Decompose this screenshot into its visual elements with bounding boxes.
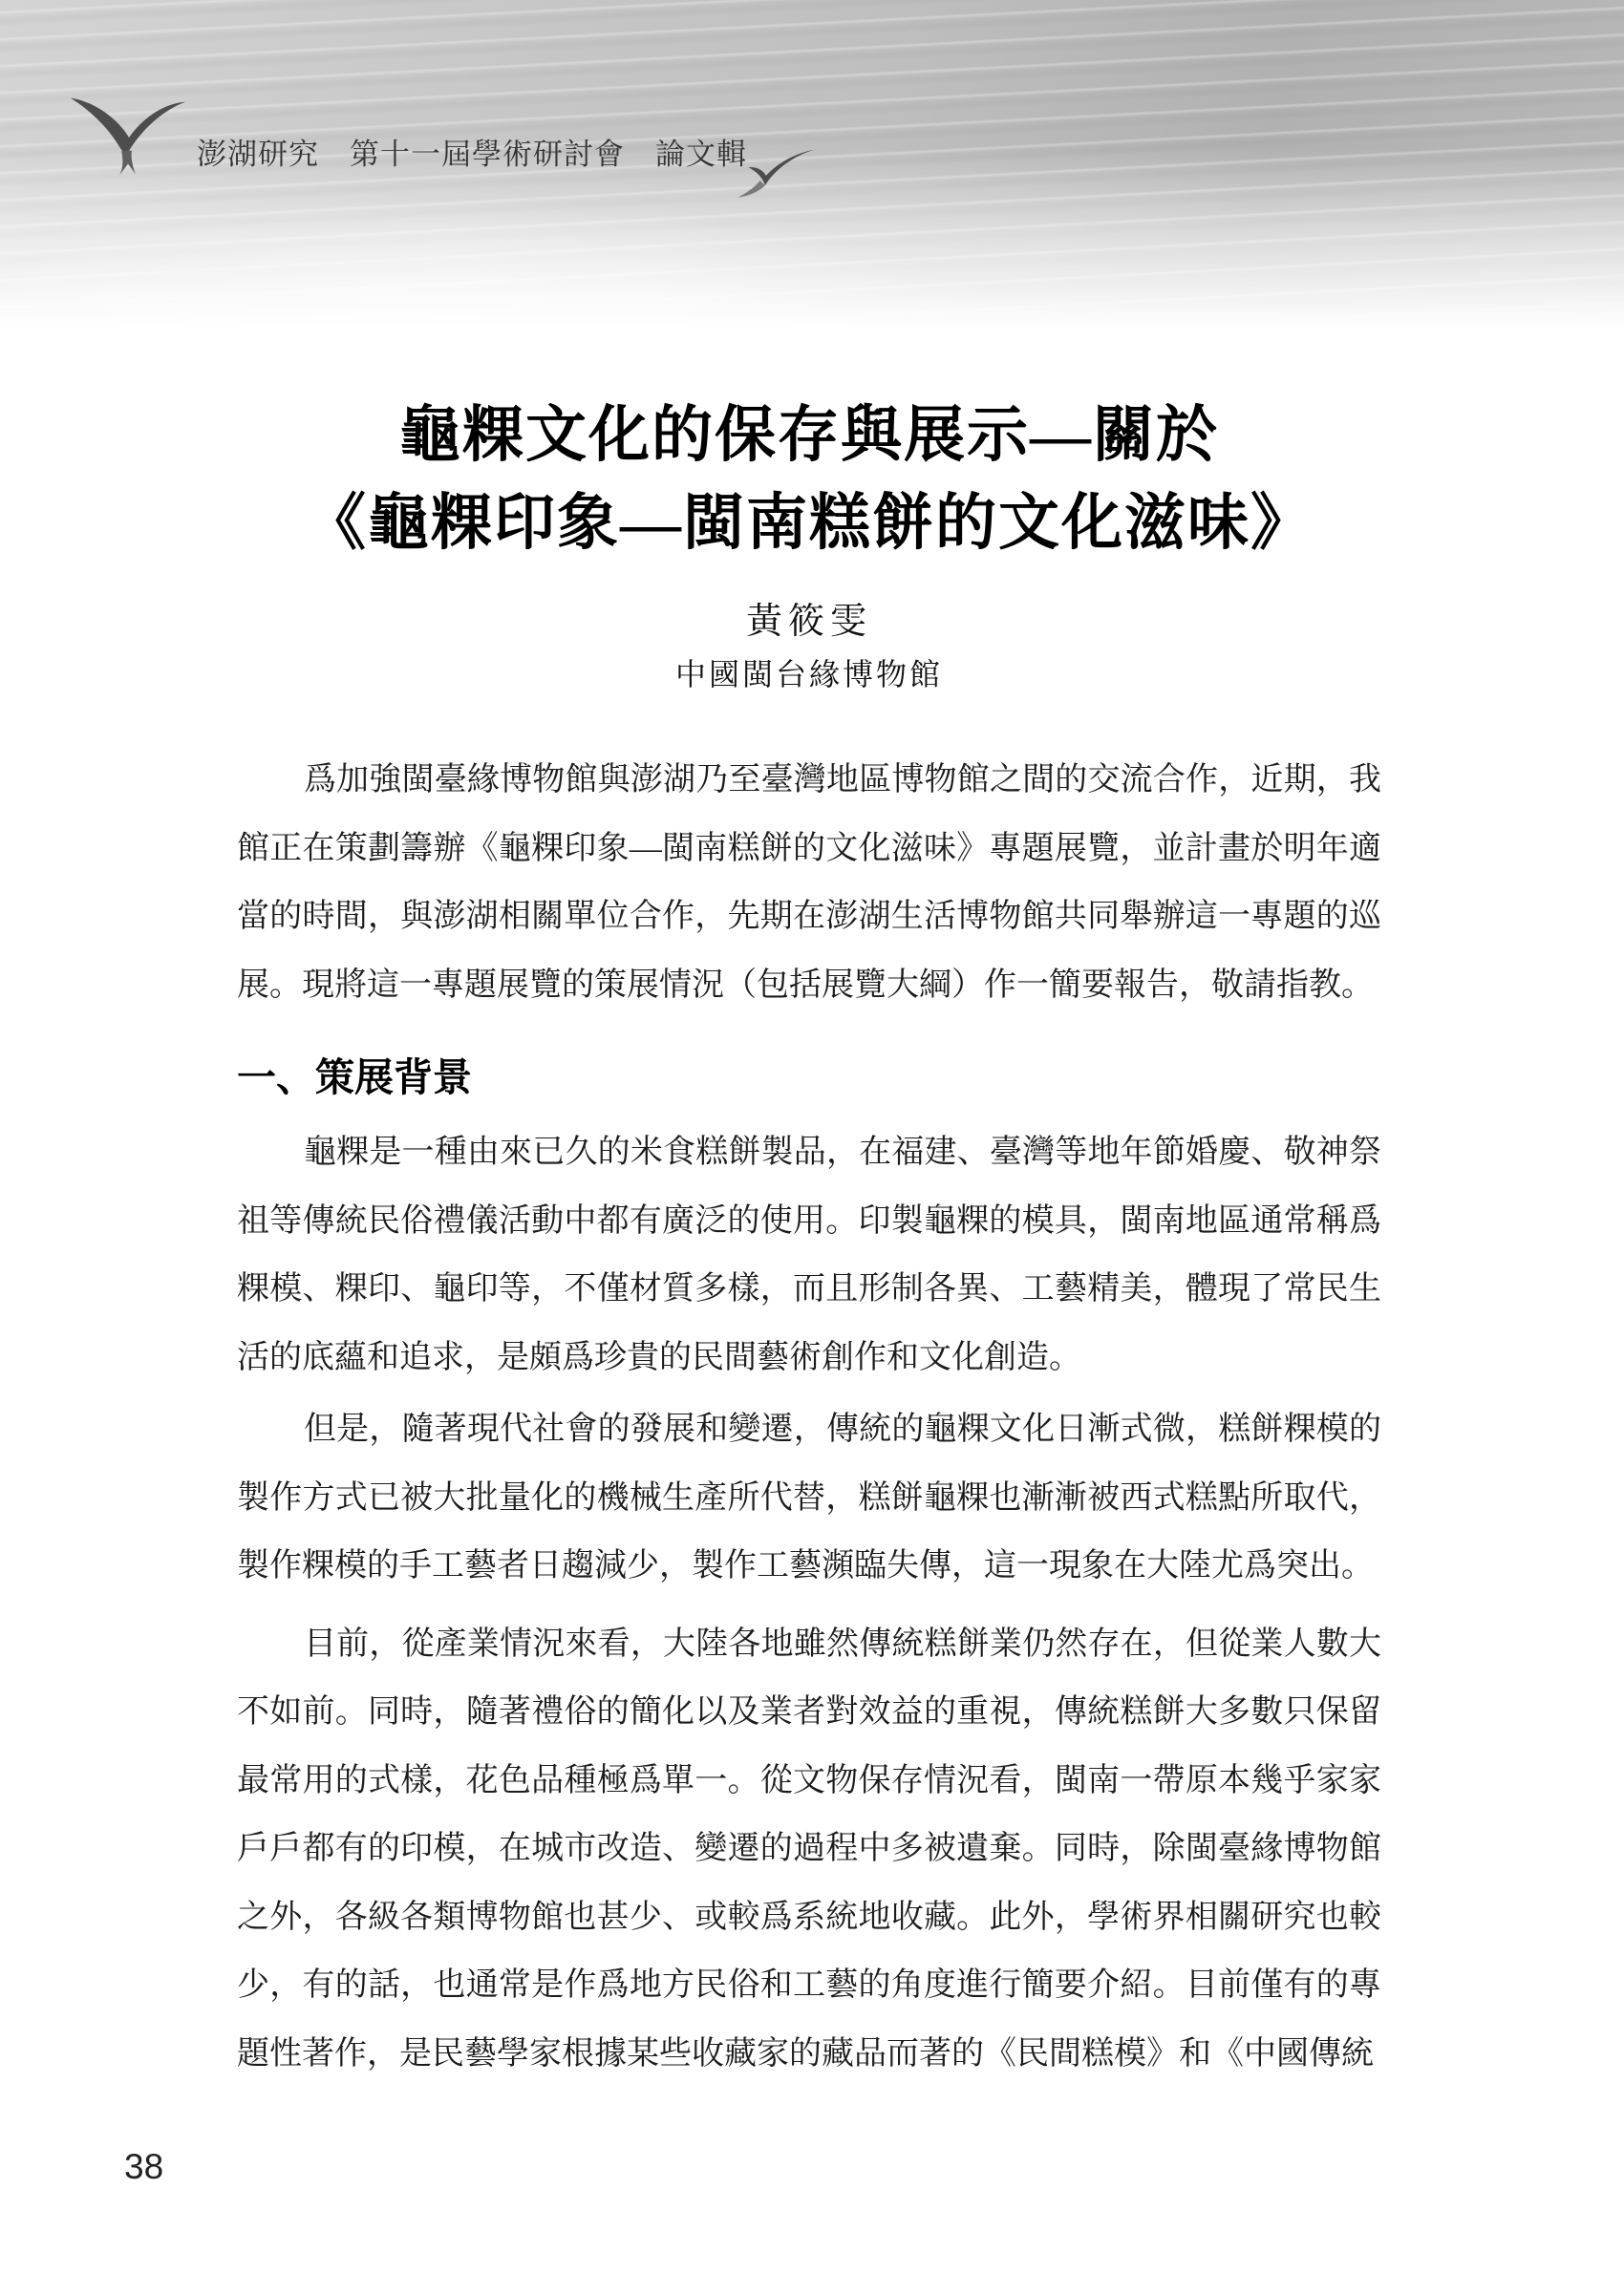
page-number: 38 [124, 2147, 164, 2186]
paragraph-line: 粿模、粿印、龜印等，不僅材質多樣，而且形制各異、工藝精美，體現了常民生 [237, 1271, 1381, 1307]
paragraph-line: 活的底蘊和追求，是頗爲珍貴的民間藝術創作和文化創造。 [237, 1339, 1081, 1375]
section1-paragraph-2 [237, 1395, 1381, 1601]
intro-paragraph [237, 746, 1381, 1019]
paragraph-line: 少，有的話，也通常是作爲地方民俗和工藝的角度進行簡要介紹。目前僅有的專 [237, 1967, 1381, 2003]
section1-paragraph-1 [237, 1118, 1381, 1392]
paragraph-line: 龜粿是一種由來已久的米食糕餅製品，在福建、臺灣等地年節婚慶、敬神祭 [304, 1135, 1381, 1170]
paragraph-line: 最常用的式樣，花色品種極爲單一。從文物保存情況看，閩南一帶原本幾乎家家 [237, 1762, 1381, 1798]
paper-title [237, 392, 1381, 567]
paper-title-line1: 龜粿文化的保存與展示—關於 [399, 401, 1219, 469]
section-heading: 一、策展背景 [237, 1055, 472, 1099]
paragraph-line: 之外，各級各類博物館也甚少、或較爲系統地收藏。此外，學術界相關研究也較 [237, 1899, 1381, 1935]
author-name: 黃筱雯 [745, 602, 872, 642]
header-banner-text: 澎湖研究 第十一屆學術研討會 論文輯 [197, 138, 747, 171]
paragraph-line: 題性著作，是民藝學家根據某些收藏家的藏品而著的《民間糕模》和《中國傳統 [237, 2035, 1374, 2072]
seagull-left-icon [67, 94, 189, 180]
paragraph-line: 戶戶都有的印模，在城市改造、變遷的過程中多被遺棄。同時，除閩臺緣博物館 [237, 1831, 1381, 1866]
author-affiliation: 中國閩台緣博物館 [674, 657, 943, 691]
paragraph-line: 目前，從產業情況來看，大陸各地雖然傳統糕餅業仍然存在，但從業人數大 [304, 1626, 1381, 1662]
paper-title-line2: 《龜粿印象—閩南糕餅的文化滋味》 [305, 489, 1314, 557]
paragraph-line: 展。現將這一專題展覽的策展情況（包括展覽大綱）作一簡要報告，敬請指教。 [237, 967, 1374, 1003]
header-photo [0, 0, 1624, 392]
paragraph-line: 製作粿模的手工藝者日趨減少，製作工藝瀕臨失傳，這一現象在大陸尤爲突出。 [237, 1548, 1374, 1584]
paper-body [237, 392, 1381, 2088]
paragraph-line: 不如前。同時，隨著禮俗的簡化以及業者對效益的重視，傳統糕餅大多數只保留 [237, 1694, 1381, 1730]
paragraph-line: 製作方式已被大批量化的機械生產所代替，糕餅龜粿也漸漸被西式糕點所取代， [237, 1479, 1381, 1516]
paragraph-line: 館正在策劃籌辦《龜粿印象—閩南糕餅的文化滋味》專題展覽，並計畫於明年適 [237, 830, 1381, 866]
section1-paragraph-3 [237, 1610, 1381, 2089]
paragraph-line: 爲加強閩臺緣博物館與澎湖乃至臺灣地區博物館之間的交流合作，近期，我 [304, 762, 1381, 797]
seagull-right-icon [721, 138, 819, 207]
paragraph-line: 但是，隨著現代社會的發展和變遷，傳統的龜粿文化日漸式微，糕餅粿模的 [304, 1412, 1381, 1447]
paragraph-line: 當的時間，與澎湖相關單位合作，先期在澎湖生活博物館共同舉辦這一專題的巡 [237, 899, 1381, 934]
paragraph-line: 祖等傳統民俗禮儀活動中都有廣泛的使用。印製龜粿的模具，閩南地區通常稱爲 [237, 1202, 1381, 1239]
